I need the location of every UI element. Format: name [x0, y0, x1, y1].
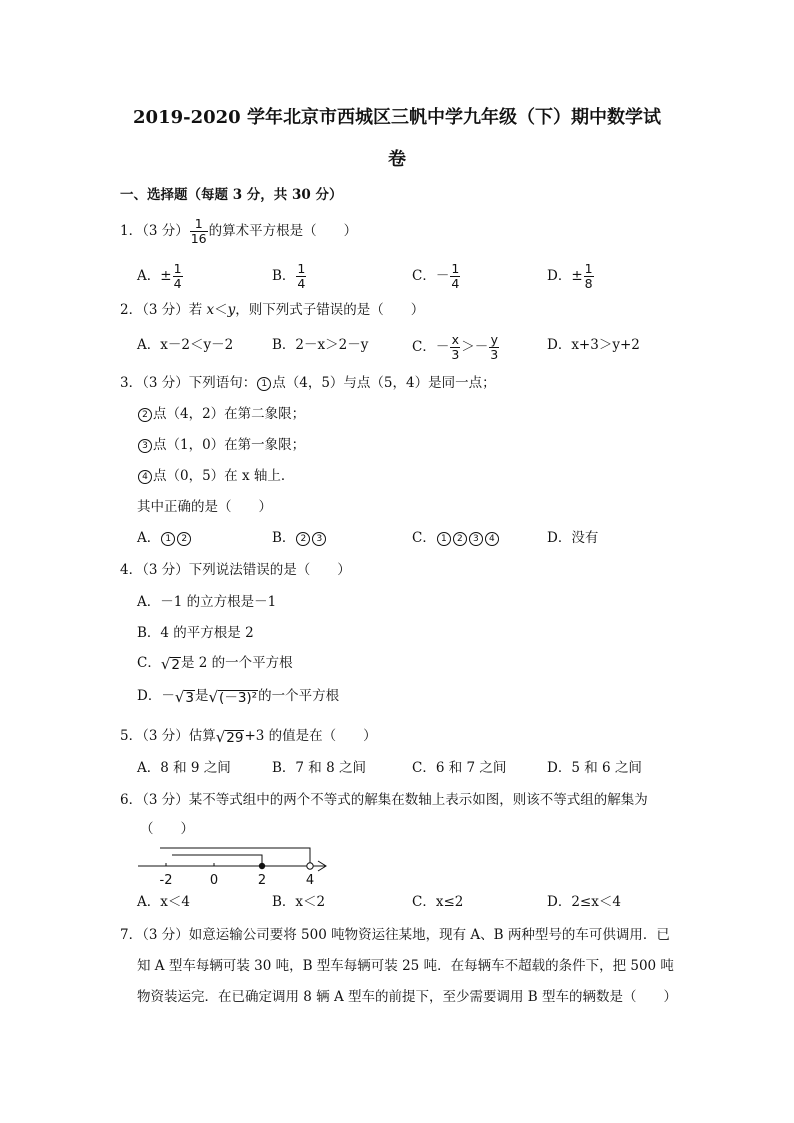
- q1-option-c: C．－ $\frac{1}{4}$: [412, 261, 460, 291]
- question-1-stem: [120, 217, 357, 246]
- question-6-stem: 6．（3 分）某不等式组中的两个不等式的解集在数轴上表示如图，则该不等式组的解集为: [120, 792, 648, 808]
- question-4-stem: 4．（3 分）下列说法错误的是（ ）: [120, 562, 351, 578]
- tick-label-4: 4: [305, 873, 315, 888]
- open-point-4: [307, 863, 313, 869]
- question-3-stem: 3．（3 分）下列语句： 1 点（4，5）与点（5，4）是同一点；: [120, 375, 496, 391]
- q4-option-b: B．4 的平方根是 2: [137, 625, 254, 641]
- q3-statement-2: 2 点（4，2）在第二象限；: [137, 405, 305, 423]
- question-7-line1: 7．（3 分）如意运输公司要将 500 吨物资运往某地，现有 A、B 两种型号的车可供调用．已: [120, 927, 670, 943]
- question-7-line2: 知 A 型车每辆可装 30 吨，B 型车每辆可装 25 吨．在每辆车不超载的条件下，把 500 吨: [137, 958, 674, 974]
- q2-option-c: C．－ $\frac{x}{3}$ ＞－ $\frac{y}{3}$: [412, 332, 499, 362]
- q5-option-c: C．6 和 7 之间: [412, 760, 507, 776]
- q3-statement-4: 4 点（0，5）在 x 轴上．: [137, 467, 294, 485]
- q3-option-c: C． 1 2 3 4: [412, 529, 500, 547]
- solution-bracket-x-le-2: [172, 855, 262, 866]
- tick-label-neg2: -2: [159, 873, 173, 888]
- q5-option-d: D．5 和 6 之间: [547, 760, 642, 776]
- paper-title-line1: 2019-2020 学年北京市西城区三帆中学九年级（下）期中数学试: [133, 107, 661, 128]
- q5-option-b: B．7 和 8 之间: [272, 760, 366, 776]
- q6-option-d: D．2≤x＜4: [547, 894, 621, 910]
- q2-option-b: B．2－x＞2－y: [272, 337, 369, 353]
- q3-statement-3: 3 点（1，0）在第一象限；: [137, 436, 305, 454]
- paper-title-line2: 卷: [388, 149, 406, 170]
- question-7-line3: 物资装运完．在已确定调用 8 辆 A 型车的前提下，至少需要调用 B 型车的辆数是（ ）: [137, 989, 678, 1005]
- q4-option-a: A．－1 的立方根是－1: [137, 594, 277, 610]
- closed-point-2: [259, 863, 265, 869]
- question-2-stem: 2．（3 分）若 x＜y，则下列式子错误的是（ ）: [120, 302, 425, 318]
- q4-option-c: C． √ 2 是 2 的一个平方根: [137, 654, 293, 673]
- q4-option-d: D．－ √ 3 是 √ (－3)² 的一个平方根: [137, 687, 340, 706]
- q2-option-a: A．x－2＜y－2: [137, 337, 234, 353]
- q6-option-b: B．x＜2: [272, 894, 326, 910]
- question-5-stem: 5．（3 分）估算 √ 29 +3 的值是在（ ）: [120, 727, 377, 746]
- q5-option-a: A．8 和 9 之间: [137, 760, 231, 776]
- solution-bracket-x-lt-4: [160, 848, 310, 866]
- q6-option-c: C．x≤2: [412, 894, 464, 910]
- q3-option-d: D．没有: [547, 530, 599, 546]
- q3-option-b: B． 2 3: [272, 529, 327, 547]
- question-6-stem-cont: （ ）: [140, 821, 194, 837]
- section-heading: 一、选择题（每题 3 分，共 30 分）: [120, 187, 343, 203]
- q3-question: 其中正确的是（ ）: [137, 499, 272, 515]
- q3-option-a: A． 1 2: [137, 529, 192, 547]
- q1-fraction: $\frac{1}{16}$: [190, 216, 207, 246]
- q1-option-a: A．± $\frac{1}{4}$: [137, 261, 182, 291]
- q1-option-d: D．± $\frac{1}{8}$: [547, 261, 593, 291]
- q1-suffix: 的算术平方根是（ ）: [208, 223, 358, 239]
- tick-label-0: 0: [209, 873, 219, 888]
- tick-label-2: 2: [257, 873, 267, 888]
- q6-option-a: A．x＜4: [137, 894, 190, 910]
- number-line-figure: [136, 840, 336, 888]
- q1-prefix: 1．（3 分）: [120, 223, 189, 239]
- q2-option-d: D．x+3＞y+2: [547, 337, 640, 353]
- q1-option-b: B． $\frac{1}{4}$: [272, 261, 306, 291]
